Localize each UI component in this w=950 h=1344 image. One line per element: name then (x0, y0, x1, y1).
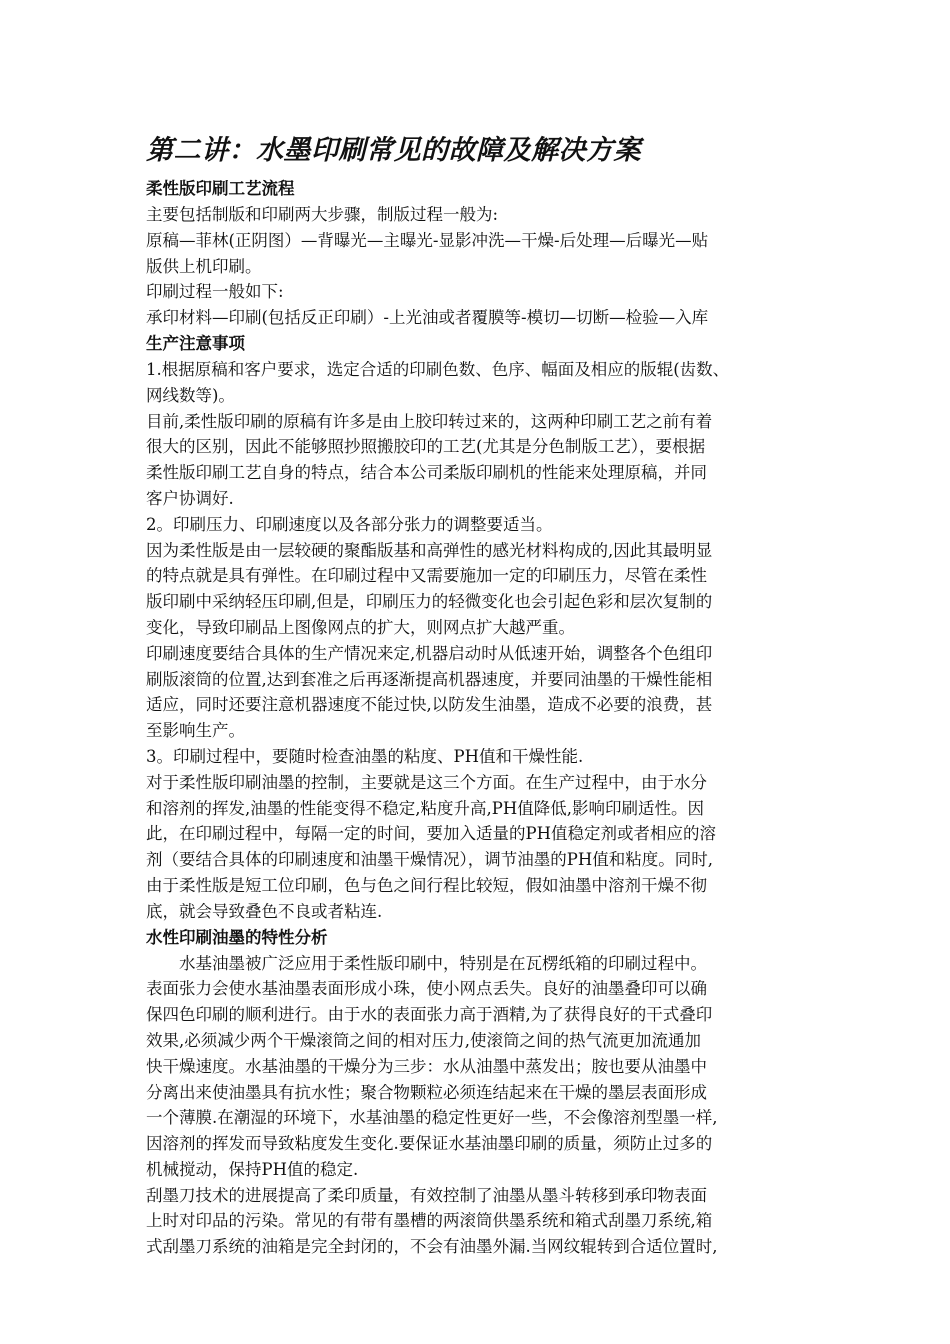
text-line: 主要包括制版和印刷两大步骤，制版过程一般为: (146, 205, 499, 224)
text-line: 此，在印刷过程中，每隔一定的时间，要加入适量的PH值稳定剂或者相应的溶 (146, 824, 716, 844)
text-line: 印刷过程一般如下: (146, 282, 284, 302)
page-title: 第二讲：水墨印刷常见的故障及解决方案 (146, 135, 641, 166)
section-heading: 水性印刷油墨的特性分析 (146, 927, 328, 947)
text-line: 对于柔性版印刷油墨的控制，主要就是这三个方面。在生产过程中，由于水分 (146, 772, 707, 792)
text-line: 印刷速度要结合具体的生产情况来定,机器启动时从低速开始，调整各个色组印 (146, 643, 713, 663)
text-line: 因为柔性版是由一层较硬的聚酯版基和高弹性的感光材料构成的,因此其最明显 (146, 540, 713, 560)
text-line: 很大的区别，因此不能够照抄照搬胶印的工艺(尤其是分色制版工艺），要根据 (146, 437, 706, 457)
text-line: 原稿—菲林(正阴图）—背曝光—主曝光-显影冲洗—干燥-后处理—后曝光—贴 (146, 230, 709, 250)
text-line: 客户协调好. (146, 488, 234, 508)
text-line: 分离出来使油墨具有抗水性；聚合物颗粒必须连结起来在干燥的墨层表面形成 (146, 1082, 707, 1102)
text-line: 柔性版印刷工艺自身的特点，结合本公司柔版印刷机的性能来处理原稿，并同 (146, 463, 707, 483)
text-line: 水基油墨被广泛应用于柔性版印刷中，特别是在瓦楞纸箱的印刷过程中。 (146, 953, 707, 973)
text-line: 一个薄膜.在潮湿的环境下，水基油墨的稳定性更好一些，不会像溶剂型墨一样, (146, 1108, 718, 1128)
text-line: 表面张力会使水基油墨表面形成小珠，使小网点丢失。良好的油墨叠印可以确 (146, 979, 707, 999)
text-line: 式刮墨刀系统的油箱是完全封闭的，不会有油墨外漏.当网纹辊转到合适位置时, (146, 1237, 718, 1257)
text-line: 底，就会导致叠色不良或者粘连. (146, 901, 383, 921)
text-line: 因溶剂的挥发而导致粘度发生变化.要保证水基油墨印刷的质量，须防止过多的 (146, 1134, 713, 1154)
text-line: 承印材料—印刷(包括反正印刷）-上光油或者覆膜等-模切—切断—检验—入库 (146, 308, 709, 328)
text-line: 1.根据原稿和客户要求，选定合适的印刷色数、色序、幅面及相应的版辊(齿数、 (146, 359, 730, 379)
document-body (146, 176, 821, 1260)
text-line: 版印刷中采纳轻压印刷,但是，印刷压力的轻微变化也会引起色彩和层次复制的 (146, 592, 713, 612)
text-line: 上时对印品的污染。常见的有带有墨槽的两滚筒供墨系统和箱式刮墨刀系统,箱 (146, 1211, 713, 1231)
text-line: 刮墨刀技术的进展提高了柔印质量，有效控制了油墨从墨斗转移到承印物表面 (146, 1185, 707, 1205)
text-line: 剂（要结合具体的印刷速度和油墨干燥情况），调节油墨的PH值和粘度。同时, (146, 850, 713, 870)
text-line: 机械搅动，保持PH值的稳定. (146, 1159, 359, 1179)
text-line: 3。印刷过程中，要随时检查油墨的粘度、PH值和干燥性能. (146, 746, 584, 766)
text-line: 适应，同时还要注意机器速度不能过快,以防发生油墨，造成不必要的浪费，甚 (146, 695, 713, 715)
document-page (146, 128, 821, 1260)
text-line: 至影响生产。 (146, 721, 245, 741)
text-line: 刷版滚筒的位置,达到套准之后再逐渐提高机器速度，并要同油墨的干燥性能相 (146, 669, 713, 689)
text-line: 2。印刷压力、印刷速度以及各部分张力的调整要适当。 (146, 514, 553, 534)
text-line: 快干燥速度。水基油墨的干燥分为三步：水从油墨中蒸发出；胺也要从油墨中 (146, 1056, 707, 1076)
text-line: 的特点就是具有弹性。在印刷过程中又需要施加一定的印刷压力，尽管在柔性 (146, 566, 707, 586)
text-line: 效果,必须减少两个干燥滚筒之间的相对压力,使滚筒之间的热气流更加流通加 (146, 1030, 701, 1050)
text-line: 和溶剂的挥发,油墨的性能变得不稳定,粘度升高,PH值降低,影响印刷适性。因 (146, 798, 704, 818)
text-line: 由于柔性版是短工位印刷，色与色之间行程比较短，假如油墨中溶剂干燥不彻 (146, 875, 707, 895)
text-line: 保四色印刷的顺利进行。由于水的表面张力高于酒精,为了获得良好的干式叠印 (146, 1005, 713, 1025)
text-line: 网线数等)。 (146, 385, 235, 405)
text-line: 变化，导致印刷品上图像网点的扩大，则网点扩大越严重。 (146, 617, 575, 637)
text-line: 版供上机印刷。 (146, 256, 262, 276)
section-heading: 生产注意事项 (146, 333, 245, 353)
text-line: 目前,柔性版印刷的原稿有许多是由上胶印转过来的，这两种印刷工艺之前有着 (146, 411, 713, 431)
section-heading: 柔性版印刷工艺流程 (146, 179, 295, 198)
